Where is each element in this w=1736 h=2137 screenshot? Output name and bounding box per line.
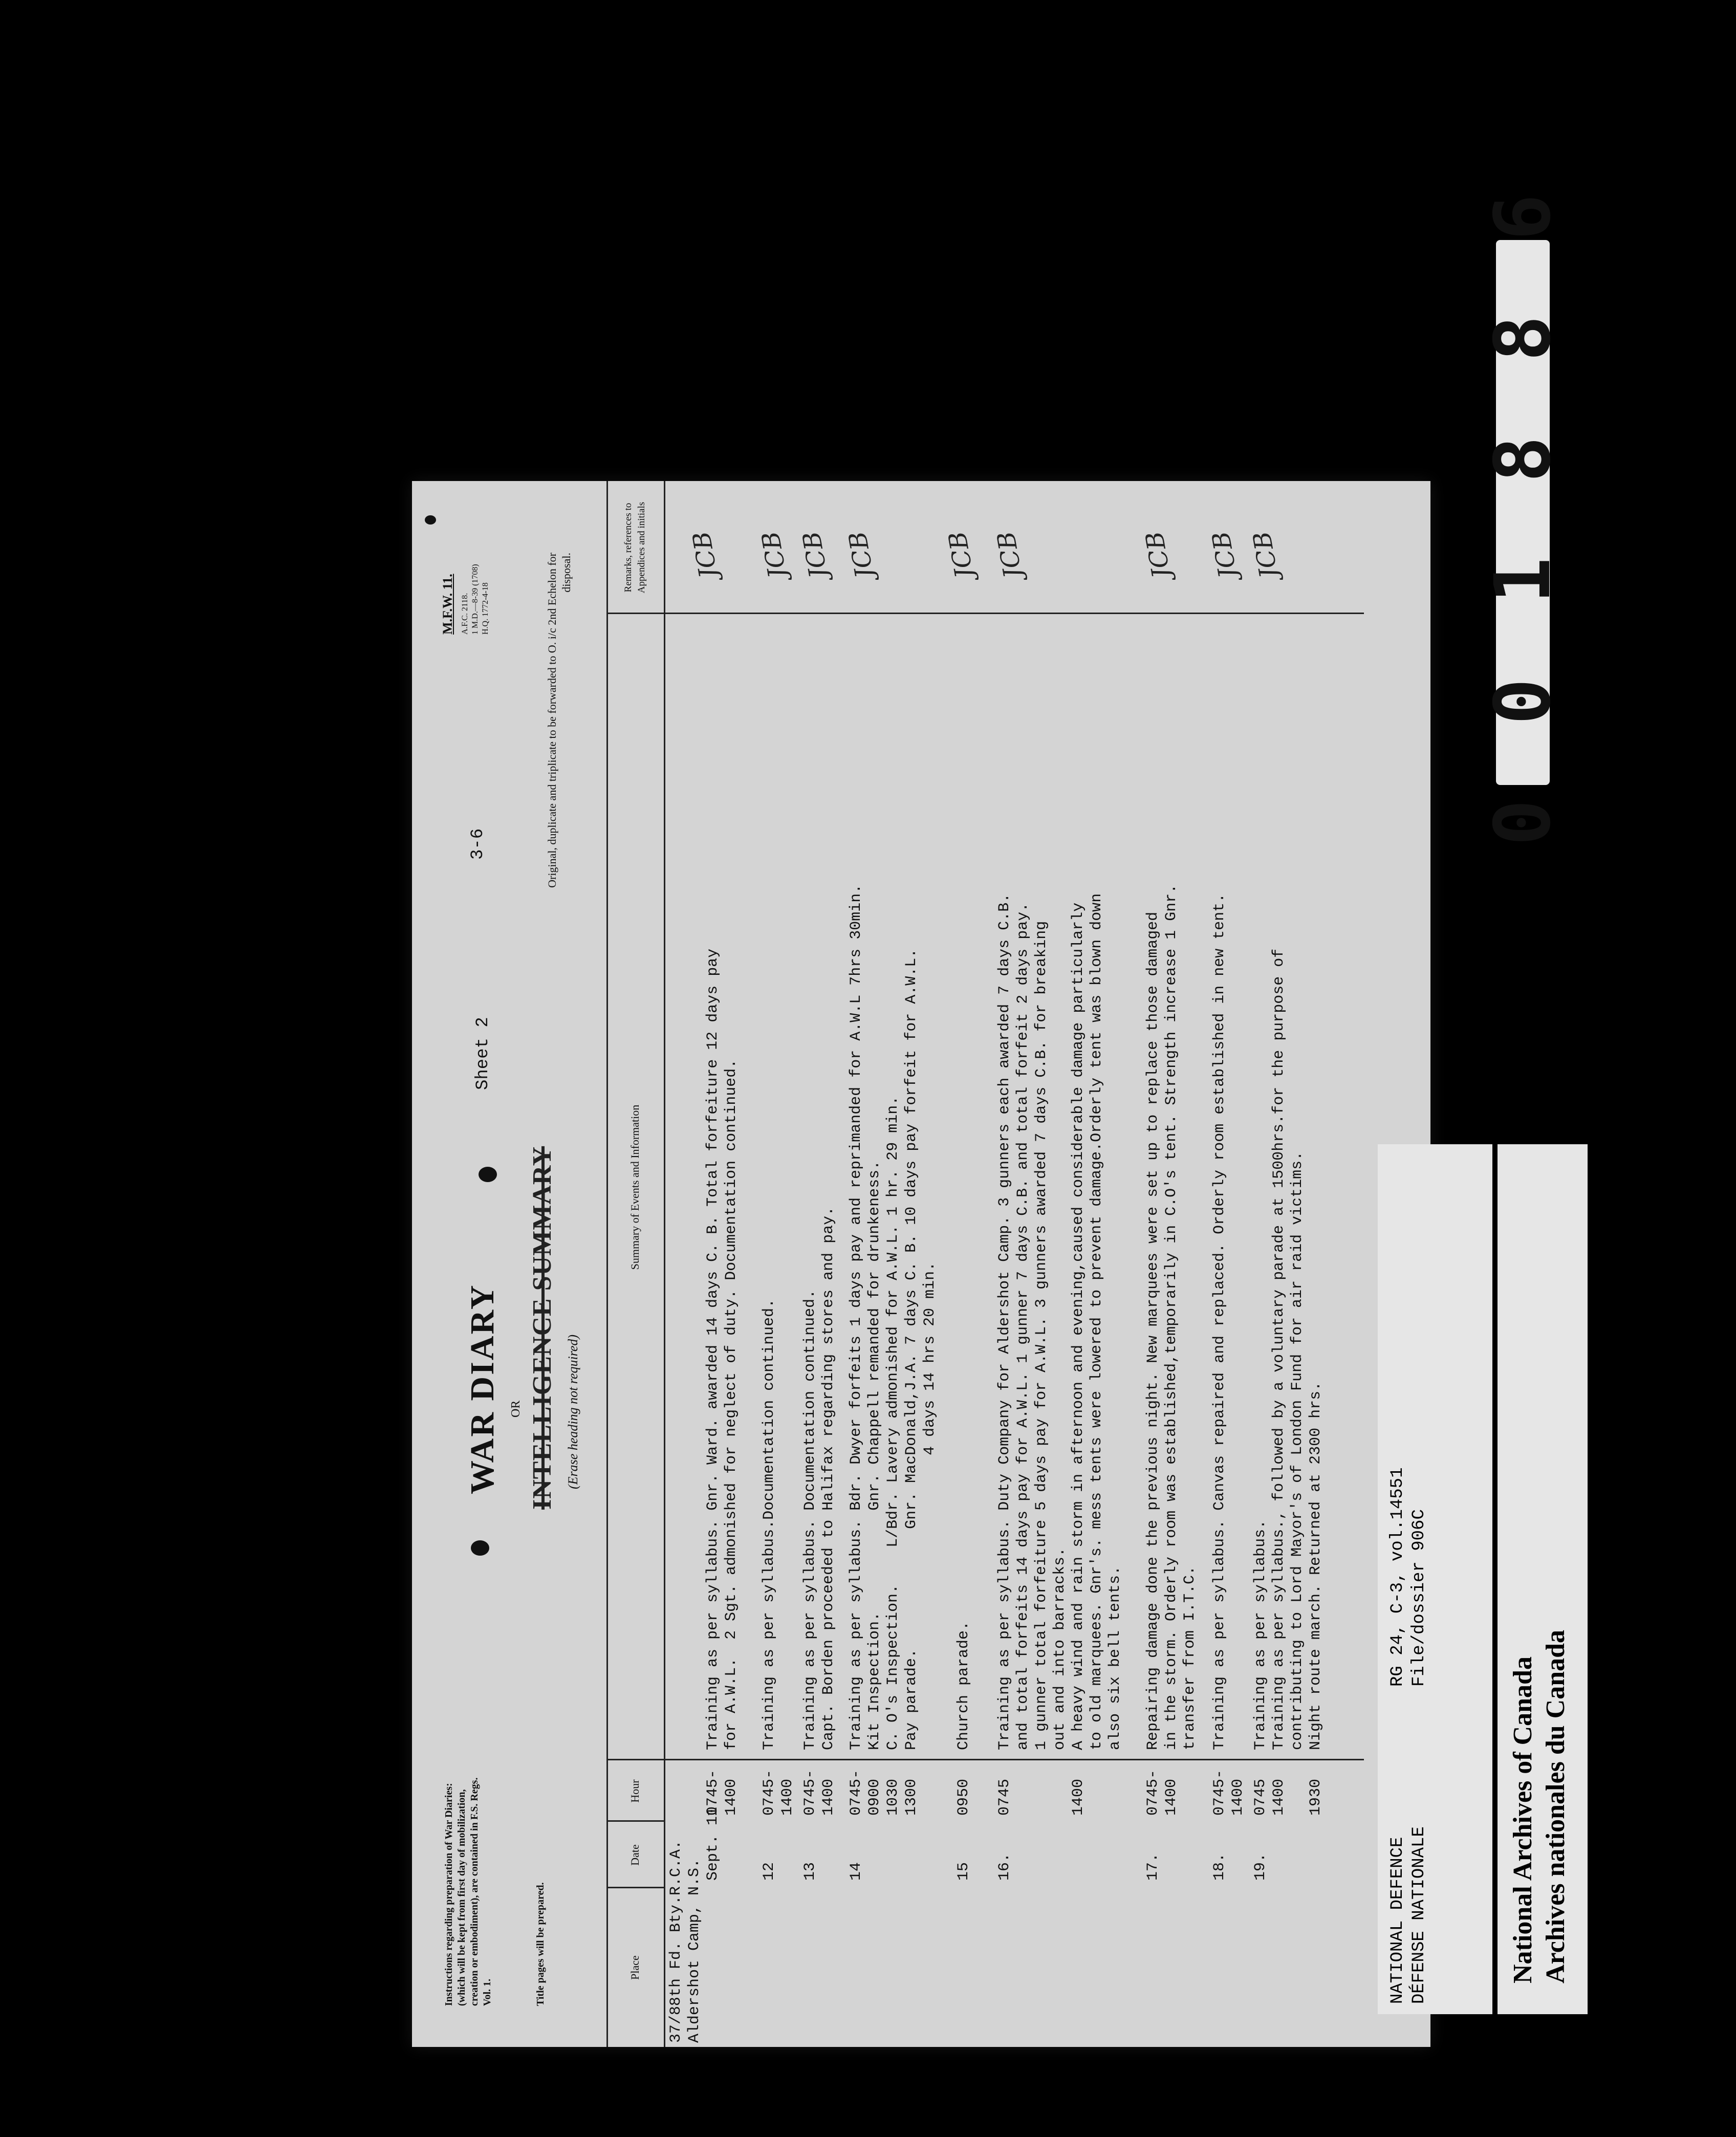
form-code: M.F.W. 11.	[440, 574, 455, 635]
entry-hours: 0745- 1400	[1144, 1769, 1180, 1816]
entry-text: Training as per syllabus. Documentation continued. Capt. Borden proceeded to Halifax regarding stores and pay.	[801, 1206, 837, 1750]
initials-signature: JCB	[991, 529, 1028, 581]
nd-line-2: DÉFENSE NATIONALE	[1409, 1826, 1429, 2004]
ref-line-1: RG 24, C-3, vol.14551	[1388, 1467, 1407, 1687]
distribution-note: Original, duplicate and triplicate to be forwarded to O. i/c 2nd Echelon for disposal.	[546, 553, 573, 888]
entry-hours: 0745- 1400	[801, 1769, 837, 1816]
entry-hours: 0745- 1400	[704, 1769, 740, 1816]
initials-signature: JCB	[687, 529, 724, 581]
punch-hole-icon	[471, 1540, 489, 1556]
entry-text: Training as per syllabus. Gnr. Ward. awarded 14 days C. B. Total forfeiture 12 days pay for A.W.L. 2 Sgt. admonished for neglect of duty. Documentation continued.	[704, 948, 740, 1750]
entry-date: 14	[848, 1862, 865, 1881]
col-divider	[606, 613, 1364, 614]
entry-hours: 0745 1400 1930	[1252, 1778, 1325, 1816]
ink-mark-icon	[425, 515, 436, 525]
punch-hole-icon	[479, 1167, 497, 1182]
form-sub-3: H.Q. 1772-4-18	[481, 582, 490, 635]
initials-signature: JCB	[1206, 529, 1243, 581]
header-rule	[664, 481, 665, 2047]
war-diary-sheet	[412, 481, 1430, 2047]
entry-text: Training as per syllabus. Bdr. Dwyer forfeits 1 days pay and reprimanded for A.W.L 7hrs 30min. Kit Inspection. Gnr. Chappell remanded for drunkeness. C. O's Inspection. L/Bdr. Lavery admonished for A.W.L. 1 hr. 29 min. Pay parade. Gnr. MacDonald,J.A. 7 days C. B. 10 days pay forfeit for A.W.L. 4 days 14 hrs 20 min.	[848, 884, 939, 1750]
reference-label	[1378, 1144, 1492, 2014]
archives-label	[1498, 1144, 1588, 2014]
place-line-2: Aldershot Camp, N.S.	[686, 1858, 703, 2043]
entry-hours: 0745 1400	[996, 1778, 1087, 1816]
diary-table	[606, 481, 1405, 2047]
label-divider	[1492, 1144, 1498, 2014]
instructions-text: Instructions regarding preparation of War Diaries: (which will be kept from first day of mobilization, creation or embodiment), are contained in F.S. Regs. Vol. 1.	[443, 1777, 493, 2006]
initials-signature: JCB	[943, 529, 980, 581]
title-pages-note: Title pages will be prepared.	[535, 1882, 546, 2006]
col-remarks: Remarks, references to Appendices and initials	[623, 501, 647, 594]
form-sub-1: A.F.C. 2118.	[461, 593, 469, 635]
erase-note: (Erase heading not required)	[566, 1334, 580, 1489]
col-date: Date	[628, 1844, 641, 1866]
initials-signature: JCB	[843, 529, 880, 581]
entry-date: 19.	[1252, 1852, 1269, 1881]
entry-date: Sept. 11	[704, 1806, 722, 1881]
entry-hours: 0745- 1400	[761, 1769, 796, 1816]
entry-date: 17.	[1144, 1852, 1162, 1881]
entry-text: Training as per syllabus.Documentation continued.	[761, 1298, 778, 1750]
col-hour: Hour	[628, 1779, 641, 1803]
page-title: WAR DIARY	[464, 1283, 501, 1494]
entry-text: Training as per syllabus. Training as per syllabus., followed by a voluntary parade at 1500hrs.for the purpose of contributing to Lord Mayor's of London Fund for air raid victims. Night route march. Returned at 2300 hrs.	[1252, 948, 1325, 1750]
entry-date: 18.	[1211, 1852, 1228, 1881]
initials-signature: JCB	[756, 529, 793, 581]
nd-line-1: NATIONAL DEFENCE	[1388, 1837, 1407, 2004]
archives-name-en: National Archives of Canada	[1508, 1656, 1537, 1983]
initials-signature: JCB	[1247, 529, 1284, 581]
entry-text: Training as per syllabus. Duty Company for Aldershot Camp. 3 gunners each awarded 7 days C.B. and total forfeits 14 days pay for A.W.L. 1 gunner 7 days C.B. and total forfeit 2 days pay. 1 gunner total forfeiture 5 days pay for A.W.L. 3 gunners awarded 7 days C.B. for breaking out and into barracks. A heavy wind and rain storm in afternoon and evening,caused considerable damage particularly to old marquees. Gnr's. mess tents were lowered to prevent damage.Orderly tent was blown down also six bell tents.	[996, 893, 1124, 1750]
form-sub-2: 1 M.D.—8-39 (1708)	[471, 564, 480, 635]
archives-name-fr: Archives nationales du Canada	[1541, 1629, 1570, 1983]
entry-hours: 0745- 1400	[1211, 1769, 1247, 1816]
entry-hours: 0745- 0900 1030 1300	[848, 1769, 920, 1816]
col-summary: Summary of Events and Information	[628, 1104, 641, 1270]
frame-number-strip	[1478, 179, 1568, 846]
entry-date: 12	[761, 1862, 778, 1881]
entry-date: 16.	[996, 1852, 1013, 1881]
frame-number: 0 0 1 8 8 6	[1478, 179, 1568, 846]
sheet-reference: 3-6	[468, 828, 488, 860]
initials-signature: JCB	[797, 529, 834, 581]
entry-text: Repairing damage done the previous night. New marquees were set up to replace those damaged in the storm. Orderly room was established,temporarily in C.O's tent. Strength increase 1 Gnr. transfer from I.T.C.	[1144, 884, 1199, 1750]
initials-signature: JCB	[1140, 529, 1177, 581]
sheet-number: Sheet 2	[473, 1017, 493, 1090]
entry-date: 15	[955, 1862, 972, 1881]
entry-hours: 0950	[955, 1778, 972, 1816]
entry-date: 13	[801, 1862, 819, 1881]
entry-text: Training as per syllabus. Canvas repaired and replaced. Orderly room established in new tent.	[1211, 893, 1228, 1750]
col-divider	[606, 1759, 1364, 1760]
ref-line-2: File/dossier 906C	[1409, 1509, 1429, 1687]
col-place: Place	[628, 1955, 641, 1980]
place-line-1: 37/88th Fd. Bty.R.C.A.	[667, 1840, 685, 2043]
struck-heading: INTELLIGENCE SUMMARY	[528, 1146, 557, 1510]
title-or: OR	[509, 1400, 523, 1418]
entry-text: Church parade.	[955, 1621, 972, 1750]
